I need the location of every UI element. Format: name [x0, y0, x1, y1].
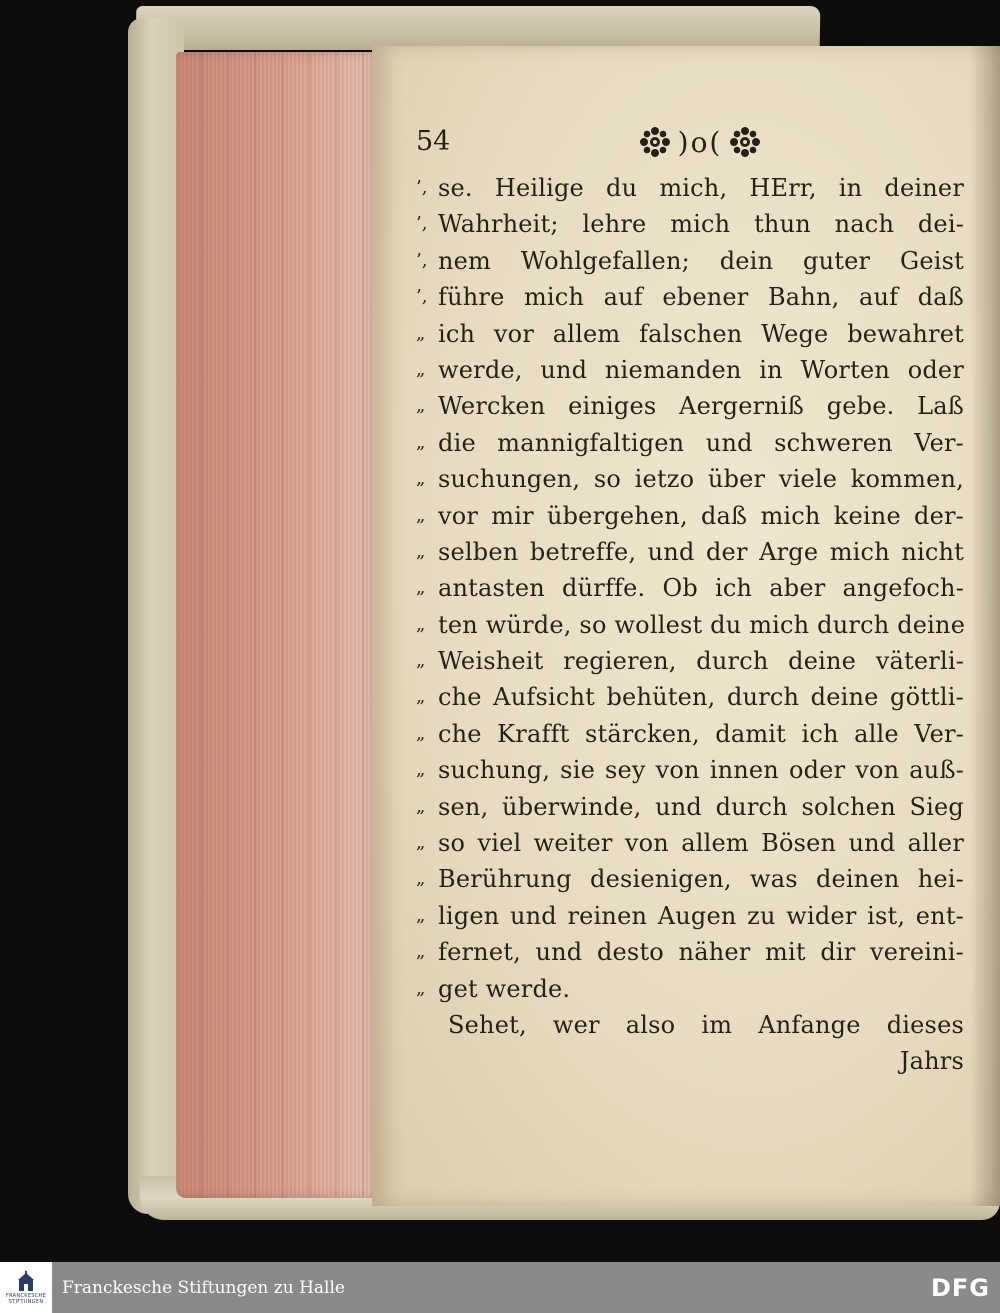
- text-line: [416, 643, 964, 679]
- header-ornament: [615, 122, 785, 162]
- line-text: die mannigfaltigen und schweren Ver-: [438, 428, 964, 457]
- text-line: [416, 425, 964, 461]
- quote-mark: „: [416, 795, 426, 817]
- line-text: che Aufsicht behüten, durch deine göttli-: [438, 683, 964, 712]
- text-line: [416, 498, 964, 534]
- line-text: führe mich auf ebener Bahn, auf daß: [438, 283, 964, 312]
- line-text: ten würde, so wollest du mich durch deine: [438, 610, 966, 639]
- text-line: [416, 1007, 964, 1043]
- quote-mark: „: [416, 322, 426, 344]
- quote-mark: „: [416, 613, 426, 635]
- quote-mark: „: [416, 650, 426, 672]
- text-line: [416, 243, 964, 279]
- quote-mark: ’,: [416, 249, 428, 271]
- footer-bar: [0, 1262, 1000, 1313]
- quote-mark: „: [416, 904, 426, 926]
- quote-mark: „: [416, 977, 426, 999]
- line-text: Wahrheit; lehre mich thun nach dei-: [438, 210, 964, 239]
- quote-mark: „: [416, 832, 426, 854]
- flower-ornament-icon: [638, 125, 672, 159]
- line-text: Sehet, wer also im Anfange dieses: [448, 1010, 964, 1039]
- text-line: [416, 607, 964, 643]
- quote-mark: „: [416, 431, 426, 453]
- quote-mark: „: [416, 868, 426, 890]
- header-mark: )o(: [677, 125, 723, 159]
- text-line: [416, 971, 964, 1007]
- text-line: [416, 752, 964, 788]
- footer-title[interactable]: Franckesche Stiftungen zu Halle: [62, 1277, 345, 1298]
- quote-mark: „: [416, 722, 426, 744]
- book-page: [372, 46, 1000, 1206]
- text-line: [416, 789, 964, 825]
- text-line: [416, 861, 964, 897]
- line-text: vor mir übergehen, daß mich keine der-: [438, 501, 964, 530]
- page-shadow: [970, 46, 1000, 1206]
- book-cover-top: [136, 6, 821, 50]
- quote-mark: ’,: [416, 213, 428, 235]
- page-text: [416, 170, 964, 1080]
- logo-text-line2: STIFTUNGEN: [8, 1298, 44, 1305]
- line-text: che Krafft stärcken, damit ich alle Ver-: [438, 719, 964, 748]
- text-line: [416, 170, 964, 206]
- logo-text-line1: FRANCKESCHE: [5, 1292, 47, 1299]
- line-text: selben betreffe, und der Arge mich nicht: [438, 537, 964, 566]
- quote-mark: „: [416, 468, 426, 490]
- quote-mark: ’,: [416, 177, 428, 198]
- line-text: werde, und niemanden in Worten oder: [438, 355, 964, 384]
- quote-mark: „: [416, 540, 426, 562]
- page-edges-texture: [176, 52, 380, 1198]
- quote-mark: „: [416, 577, 426, 599]
- text-line: [416, 716, 964, 752]
- quote-mark: „: [416, 504, 426, 526]
- flower-ornament-icon: [728, 125, 762, 159]
- quote-mark: „: [416, 395, 426, 417]
- line-text: Berührung desienigen, was deinen hei-: [438, 865, 964, 894]
- quote-mark: „: [416, 686, 426, 708]
- text-line: [416, 388, 964, 424]
- line-text: fernet, und desto näher mit dir vereini-: [438, 938, 964, 967]
- text-line: [416, 898, 964, 934]
- line-text: Weisheit regieren, durch deine väterli-: [438, 647, 964, 676]
- line-text: get werde.: [438, 974, 571, 1003]
- quote-mark: [416, 1007, 438, 1043]
- text-line: [416, 825, 964, 861]
- quote-mark: „: [416, 941, 426, 963]
- line-text: ligen und reinen Augen zu wider ist, ent-: [438, 901, 964, 930]
- line-text: se. Heilige du mich, HErr, in deiner: [438, 174, 964, 202]
- line-text: suchungen, so ietzo über viele kommen,: [438, 465, 964, 494]
- quote-mark: [416, 1043, 438, 1079]
- franckesche-logo[interactable]: [0, 1262, 52, 1313]
- line-text: Jahrs: [899, 1047, 964, 1076]
- line-text: nem Wohlgefallen; dein guter Geist: [438, 246, 964, 275]
- dfg-logo[interactable]: DFG: [930, 1273, 990, 1302]
- text-line: [416, 461, 964, 497]
- page-number: 54: [416, 126, 451, 157]
- text-line: [416, 206, 964, 242]
- line-text: so viel weiter von allem Bösen und aller: [438, 829, 964, 858]
- line-text: antasten dürffe. Ob ich aber angefoch-: [438, 574, 964, 603]
- text-line: [416, 316, 964, 352]
- franckesche-emblem-icon: [17, 1271, 35, 1293]
- line-text: ich vor allem falschen Wege bewahret: [438, 319, 964, 348]
- line-text: Wercken einiges Aergerniß gebe. Laß: [438, 392, 964, 421]
- line-text: suchung, sie sey von innen oder von auß-: [438, 756, 964, 785]
- line-text: sen, überwinde, und durch solchen Sieg: [438, 792, 964, 821]
- quote-mark: ’,: [416, 286, 428, 308]
- quote-mark: „: [416, 358, 426, 380]
- text-line: [416, 570, 964, 606]
- text-line: [416, 1043, 964, 1079]
- text-line: [416, 352, 964, 388]
- text-line: [416, 534, 964, 570]
- quote-mark: „: [416, 759, 426, 781]
- text-line: [416, 679, 964, 715]
- text-line: [416, 279, 964, 315]
- text-line: [416, 934, 964, 970]
